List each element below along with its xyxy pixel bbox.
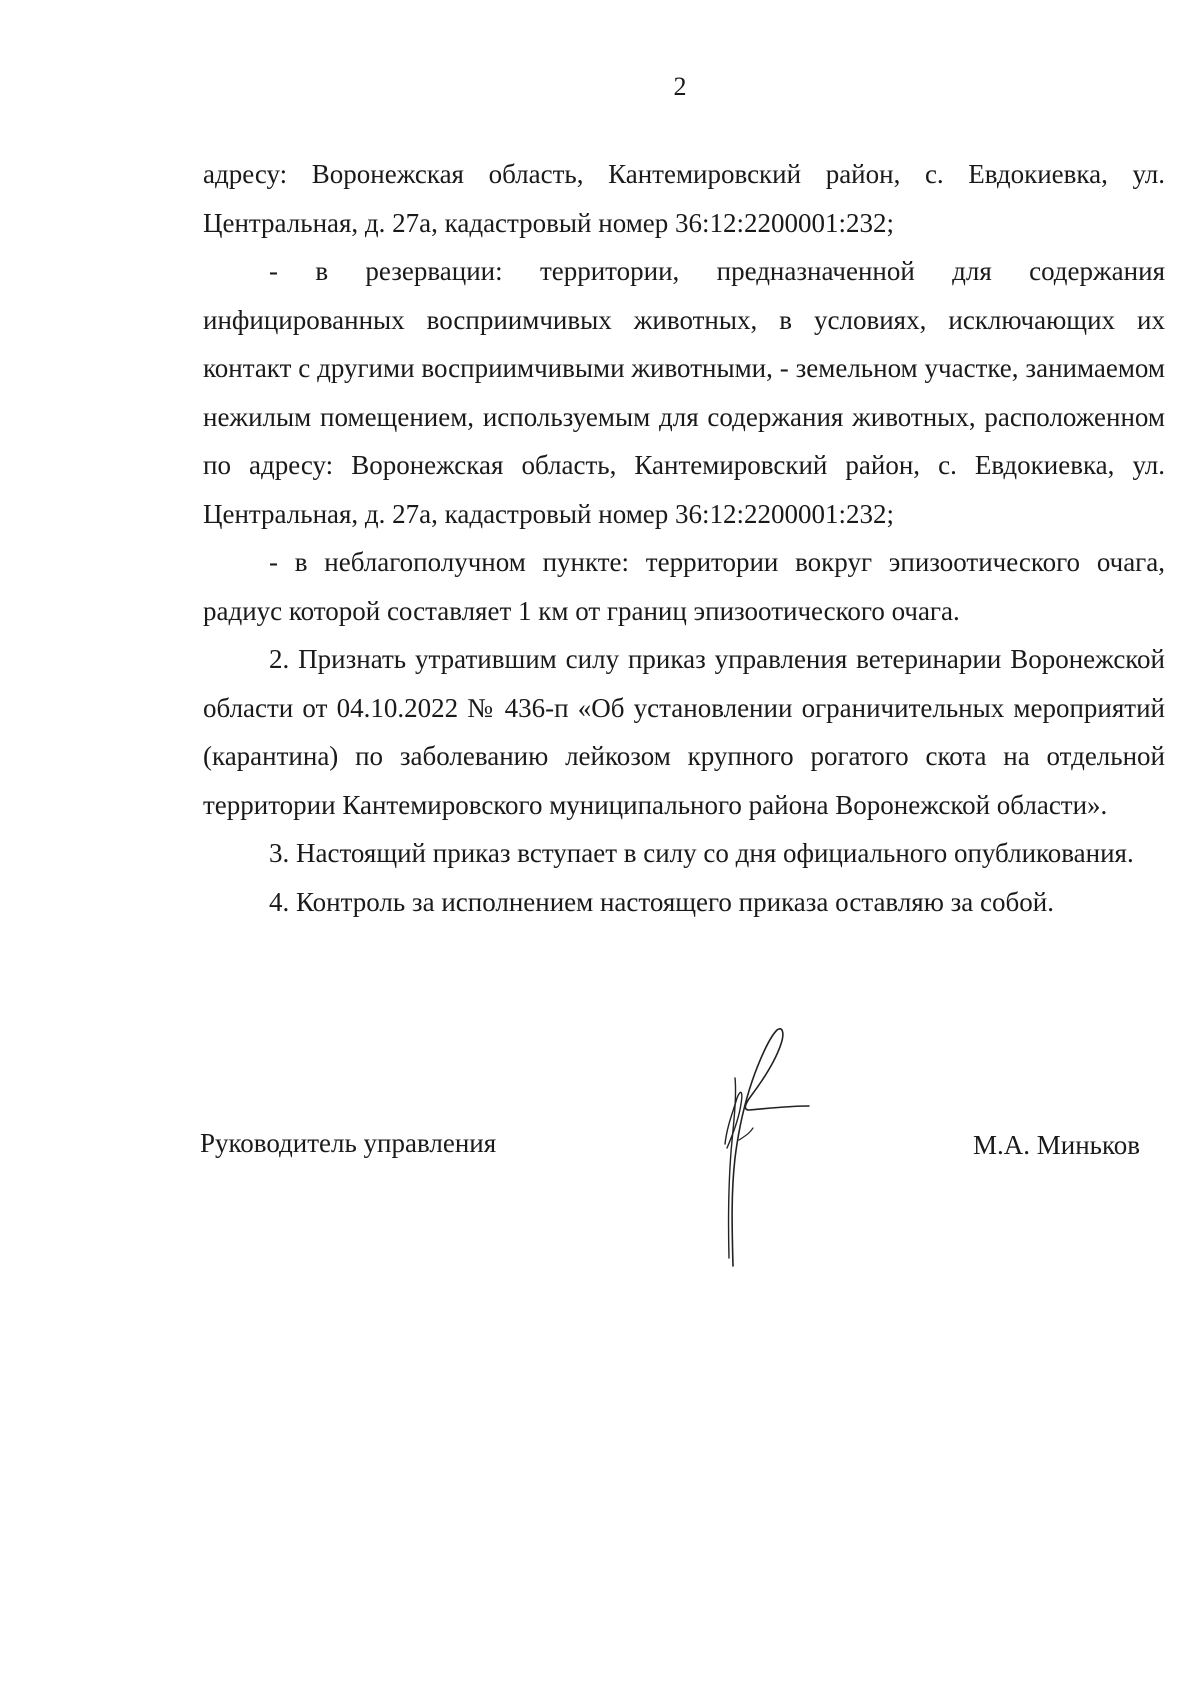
signatory-name: М.А. Миньков (973, 1130, 1140, 1160)
handwritten-signature (715, 1018, 830, 1268)
signatory-role: Руководитель управления (200, 1128, 497, 1158)
paragraph-address-continuation: адресу: Воронежская область, Кантемировский район, с. Евдокиевка, ул. Центральная, д. 27а, кадастровый номер 36:12:2200001:232; (203, 159, 1165, 238)
page-number: 2 (673, 72, 687, 101)
paragraph-item-4: 4. Контроль за исполнением настоящего приказа оставляю за собой. (269, 886, 1054, 917)
document-body (203, 150, 1165, 926)
paragraph-reservation: - в резервации: территории, предназначенной для содержания инфицированных восприимчивых животных, в условиях, исключающих их контакт с другими восприимчивыми животными, - земельном участке, занимаемом нежилым помещением, используемым для содержания животных, расположенном по адресу: Воронежская область, Кантемировский район, с. Евдокиевка, ул. Центральная, д. 27а, кадастровый номер 36:12:2200001:232; (203, 256, 1165, 529)
signature-block (0, 1128, 1200, 1168)
paragraph-unfavorable-point: - в неблагополучном пункте: территории вокруг эпизоотического очага, радиус которой составляет 1 км от границ эпизоотического очага. (203, 547, 1165, 626)
paragraph-item-3: 3. Настоящий приказ вступает в силу со дня официального опубликования. (269, 838, 1134, 868)
paragraph-item-2: 2. Признать утратившим силу приказ управления ветеринарии Воронежской области от 04.10.2022 № 436-п «Об установлении ограничительных мероприятий (карантина) по заболеванию лейкозом крупного рогатого скота на отдельной территории Кантемировского муниципального района Воронежской области». (203, 644, 1165, 820)
